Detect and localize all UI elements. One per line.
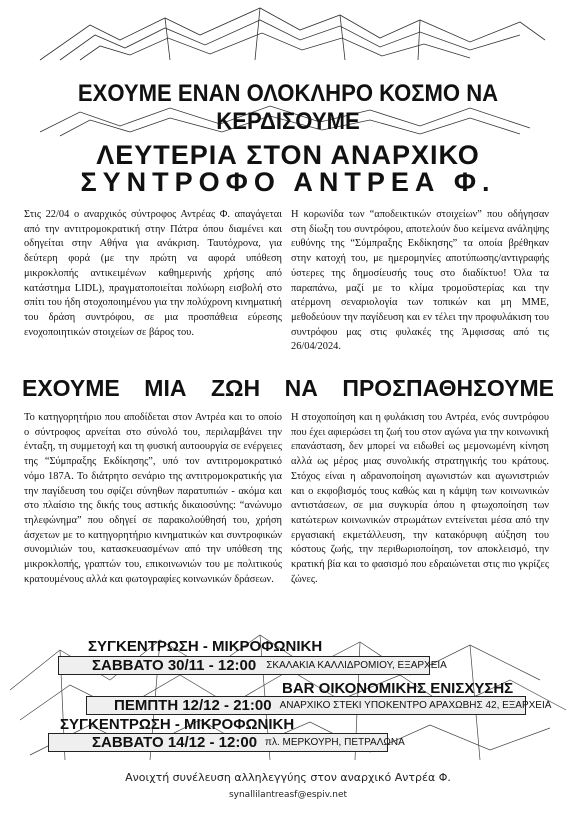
sub-title-line-2: ΣΥΝΤΡΟΦΟ ΑΝΤΡΕΑ Φ. xyxy=(80,167,496,197)
section-title-word: ΝΑ xyxy=(284,375,318,401)
event-2-title xyxy=(282,680,522,698)
mountain-decoration-top xyxy=(0,0,576,78)
event-title: ΣΥΓΚΕΝΤΡΩΣΗ - ΜΙΚΡΟΦΩΝΙΚΗ xyxy=(88,638,323,655)
footer-assembly: Ανοιχτή συνέλευση αλληλεγγύης στον αναρχικό Αντρέα Φ. xyxy=(125,771,451,784)
main-title: ΕΧΟΥΜΕ ΕΝΑΝ ΟΛΟΚΛΗΡΟ ΚΟΣΜΟ ΝΑ ΚΕΡΔΙΣΟΥΜΕ xyxy=(77,80,499,135)
section-title-word: ΕΧΟΥΜΕ xyxy=(22,375,120,401)
paragraph-state-strategy: Η στοχοποίηση και η φυλάκιση του Αντρέα, ενός συντρόφου που έχει αφιερώσει τη ζωή του στον αγώνα για την κοινωνική επανάσταση, δεν μπορεί να ειδωθεί ως μεμονωμένη κίνηση αλλά ως μέρος μιας συνολικής στρατηγικής του κράτους. Στόχος είναι η αδρανοποίηση αγωνιστών και αγωνιστριών και ο εκφοβισμός τους καθώς και η κάμψη των κοινωνικών αντιστάσεων, σε μια συγκυρία όπου η φτωχοποίηση των κατώτερων κοινωνικών στρωμάτων εντείνεται μέσα από την εργασιακή εκμετάλλευση, την κατακόρυφη αύξηση του κόστους ζωής, την περιθωριοποίηση, τον αποκλεισμό, την κρατική βία και το φασισμό που εδραιώνεται στις πιο γκρίζες ζώνες. xyxy=(291,412,549,585)
section-title-word: ΜΙΑ xyxy=(144,375,187,401)
sub-title-line-1: ΛΕΥΤΕΡΙΑ ΣΤΟΝ ΑΝΑΡΧΙΚΟ xyxy=(96,140,480,170)
paragraph-charges: Το κατηγορητήριο που αποδίδεται στον Αντρέα και το οποίο ο σύντροφος αρνείται στο σύνολό του, περιλαμβάνει την ένταξη, τη συμμετοχή και τη φυσική αυτοουργία σε ενέργειες της “Σύμπραξης Εκδίκησης”, υπό τον αντιτρομοκρατικό νόμο 187Α. Το διάτρητο σενάριο της αντιτρομοκρατικής για την παγίδευση του σφίζει σύνηθων παρατυπιών - ακόμα και στο πλαίσιο της δικής τους αστικής δικαιοσύνης: “ανώνυμο τηλεφώνημα” που οδηγεί σε παρακολούθησή του, χρήση άσχετων με το κατηγορητήριο κινηματικών και συντροφικών συνομιλιών του, κατασκευασμένων από την υπόθεση της μικροκλοπής, γραπτών του, επικοινωνιών του με πολιτικούς κρατουμένους αλλά και φωτογραφίες κοινωνικών δράσεων. xyxy=(24,412,282,585)
event-date-time: ΣΑΒΒΑΤΟ 30/11 - 12:00 xyxy=(92,657,257,674)
paragraph-evidence: Η κορωνίδα των “αποδεικτικών στοιχείων” που οδήγησαν στη δίωξη του συντρόφου, αποτελούν δυο κείμενα ανάληψης ευθύνης της “Σύμπραξης Εκδίκησης” τα οποία βρέθηκαν στην κατοχή του, με ημερομηνίες αποτύπωσης/αντιγραφής ύστερες της δημοσίευσής τους στο διαδίκτυο! Όλα τα παραπάνω, μαζί με το κλίμα τρομοϋστερίας και την ατέρμονη σεναριολογία των τοπικών και μη ΜΜΕ, μεθοδεύουν την παγίδευση και εν τέλει την προφυλάκιση του συντρόφου μας στις φυλακές της Άμφισσας από τις 26/04/2024. xyxy=(291,209,549,353)
event-place: ΑΝΑΡΧΙΚΟ ΣΤΕΚΙ ΥΠΟΚΕΝΤΡΟ ΑΡΑΧΩΒΗΣ 42, ΕΞΑΡΧΕΙΑ xyxy=(279,700,552,711)
event-3-details xyxy=(48,733,405,752)
event-place: ΣΚΑΛΑΚΙΑ ΚΑΛΛΙΔΡΟΜΙΟΥ, ΕΞΑΡΧΕΙΑ xyxy=(266,660,447,671)
footer-email[interactable]: synallilantreasf@espiv.net xyxy=(228,790,348,800)
paragraph-arrest: Στις 22/04 ο αναρχικός σύντροφος Αντρέας Φ. απαγάγεται από την αντιτρομοκρατική στην Πάτρα όπου διαμένει και οδηγείται στην Αθήνα για ανάκριση. Ταυτόχρονα, για δεύτερη φορά (με την πρώτη να αφορά υπόθεση μικροκλοπής αντικειμένων καθημερινής χρήσης από κατάστημα LIDL), πραγματοποιείται πολύωρη εισβολή στο σπίτι του ήδη στοχοποιημένου για την πολύχρονη κινηματική του δράση συντρόφου, σε μια προσπάθεια εύρεσης ενοχοποιητικών στοιχείων σε βάρος του. xyxy=(24,209,282,338)
section-title-word: ΖΩΗ xyxy=(210,375,261,401)
event-date-time: ΠΕΜΠΤΗ 12/12 - 21:00 xyxy=(114,697,272,714)
event-title: BAR ΟΙΚΟΝΟΜΙΚΗΣ ΕΝΙΣΧΥΣΗΣ xyxy=(282,680,514,697)
event-title: ΣΥΓΚΕΝΤΡΩΣΗ - ΜΙΚΡΟΦΩΝΙΚΗ xyxy=(60,716,295,733)
event-2-details xyxy=(86,696,552,715)
event-1-details xyxy=(58,656,447,675)
event-date-time: ΣΑΒΒΑΤΟ 14/12 - 12:00 xyxy=(92,734,258,751)
event-place: πλ. ΜΕΡΚΟΥΡΗ, ΠΕΤΡΑΛΩΝΑ xyxy=(265,737,405,748)
event-1-title xyxy=(88,638,323,656)
event-3-title xyxy=(60,716,295,734)
section-title-word: ΠΡΟΣΠΑΘΗΣΟΥΜΕ xyxy=(342,375,554,401)
section-title xyxy=(22,375,554,402)
